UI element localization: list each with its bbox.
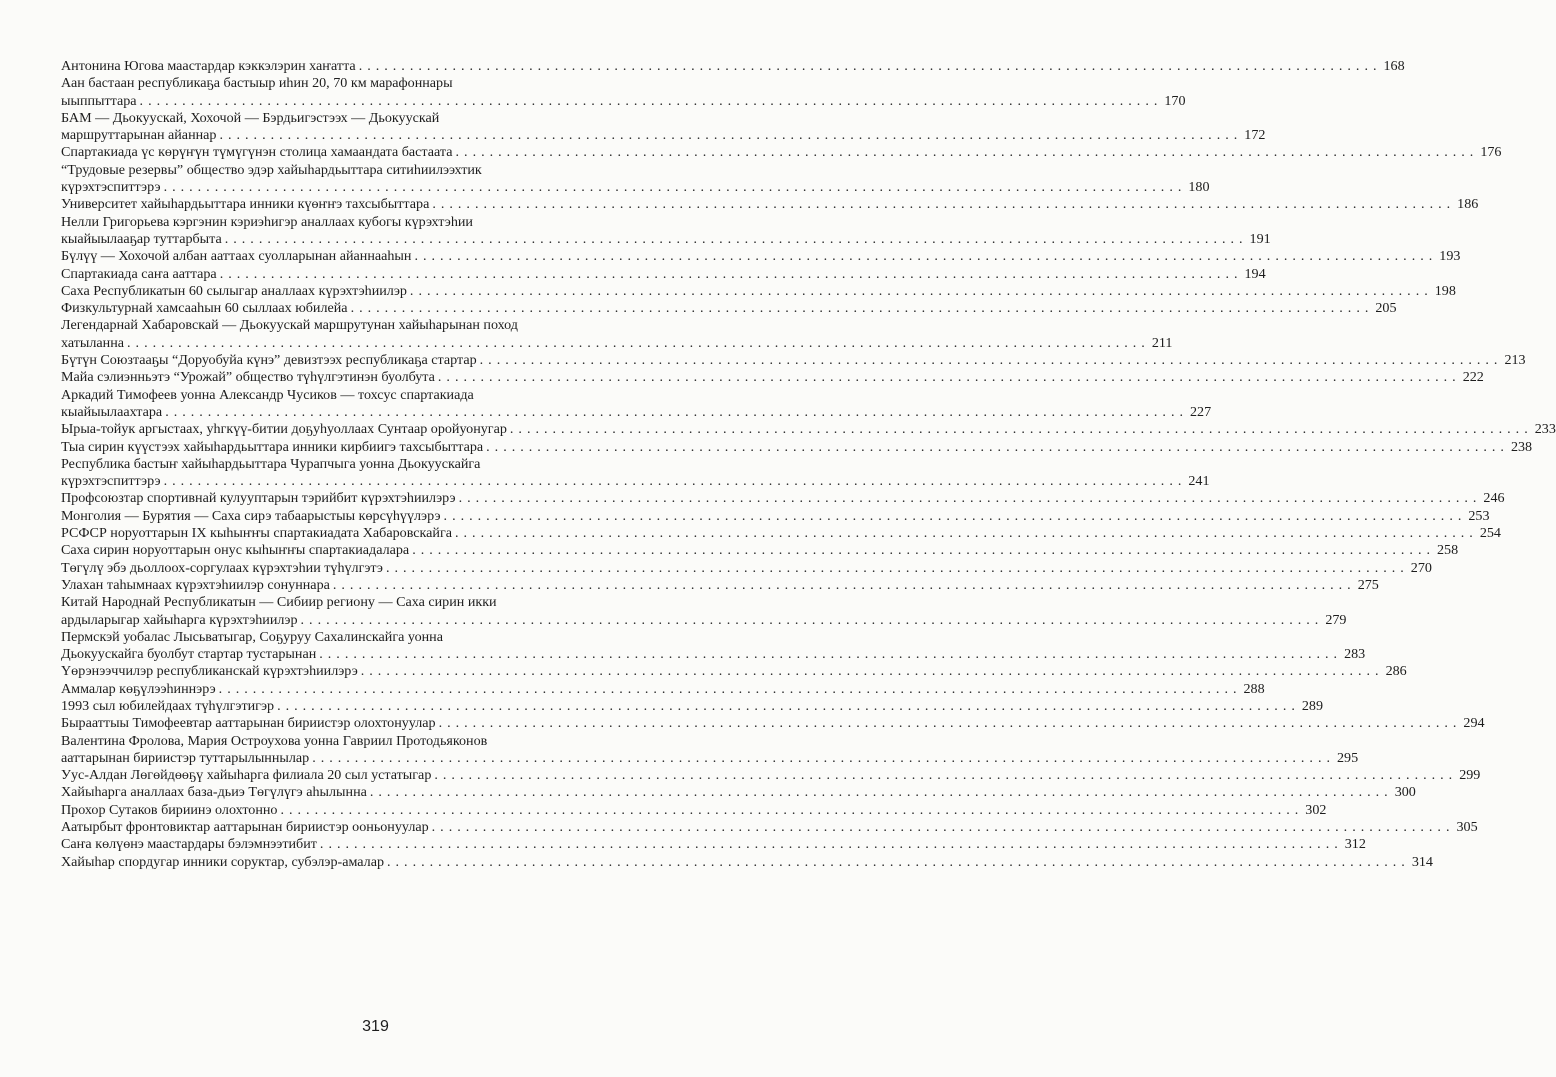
toc-entry-row [61, 819, 1478, 836]
dot-leader: ........................................................................................................................ [437, 369, 1461, 386]
toc-entry-page-number: 238 [1510, 438, 1533, 455]
toc-entry [61, 715, 1485, 732]
toc-entry-title-line: Бүтүн Союзтааҕы “Доруобуйа күнэ” девизтээх республикаҕа стартар [61, 352, 477, 369]
toc-entry [61, 369, 1484, 386]
dot-leader: ........................................................................................................................ [277, 697, 1300, 714]
toc-entry-row [61, 576, 1379, 594]
toc-entry-title-line: Аммалар көҕүлээһиннэрэ [61, 680, 216, 697]
toc-entry-page-number: 295 [1337, 749, 1359, 766]
table-of-contents [61, 58, 1556, 871]
toc-entry-page-number: 211 [1151, 334, 1173, 351]
toc-entry [61, 317, 1173, 352]
dot-leader: ........................................................................................................................ [218, 680, 1242, 697]
toc-entry [61, 161, 1210, 197]
toc-entry [61, 455, 1210, 491]
toc-entry-title-line: Монголия — Бурятия — Саха сирэ табаарыстыы көрсүһүүлэрэ [61, 507, 441, 524]
toc-entry-title-line: Уус-Алдан Лөгөйдөөҕү хайыһарга филиала 20 сыл устатыгар [61, 767, 432, 784]
dot-leader: ........................................................................................................................ [486, 438, 1509, 455]
toc-entry-title-line: Пермскэй уобалас Лысьватыгар, Соҕуруу Сахалинскайга уонна [61, 628, 443, 645]
toc-entry [61, 196, 1479, 213]
toc-entry-title-line: хатыланна [61, 334, 125, 351]
toc-entry [61, 75, 1186, 110]
toc-entry [61, 109, 1266, 145]
toc-entry-row [61, 680, 1265, 698]
toc-entry [61, 144, 1502, 161]
dot-leader: ........................................................................................................................ [432, 196, 1456, 213]
toc-entry [61, 784, 1416, 801]
dot-leader: ........................................................................................................................ [434, 767, 1458, 784]
toc-entry-row [61, 507, 1490, 525]
dot-leader: ........................................................................................................................ [360, 663, 1384, 680]
toc-entry-title-line: Валентина Фролова, Мария Остроухова уонна Гавриил Протодьяконов [61, 732, 488, 749]
toc-entry-title-line: Спартакиада саҥа ааттара [61, 265, 217, 282]
toc-entry-title-line: Дьокуускайга буолбут стартар тустарынан [61, 646, 317, 663]
toc-entry-row [61, 282, 1456, 300]
toc-entry-title-line: Бүлүү — Хохочой албан ааттаах суолларынан айаннааһын [61, 248, 412, 265]
dot-leader: ........................................................................................................................ [431, 819, 1455, 836]
dot-leader: ........................................................................................................................ [332, 576, 1356, 593]
toc-entry-title-line: Аан бастаан республикаҕа бастыыр иһин 20, 70 км марафоннары [61, 75, 453, 92]
toc-entry-page-number: 253 [1468, 507, 1490, 524]
toc-entry-row [61, 836, 1366, 853]
toc-entry-row [61, 663, 1407, 680]
dot-leader: ........................................................................................................................ [163, 179, 1187, 196]
toc-entry-page-number: 222 [1462, 369, 1484, 386]
toc-entry-title-line: Физкультурнай хамсааһын 60 сыллаах юбилейа [61, 300, 348, 317]
dot-leader: ........................................................................................................................ [509, 421, 1533, 438]
toc-entry-row [61, 144, 1502, 161]
toc-entry-row [61, 749, 1359, 767]
toc-entry [61, 352, 1526, 369]
toc-entry-title-line: РСФСР норуоттарын IX кыһыҥҥы спартакиадата Хабаровскайга [61, 525, 452, 542]
toc-entry-row [61, 92, 1186, 110]
toc-entry-page-number: 283 [1344, 646, 1366, 663]
toc-entry-title-line: күрэхтэспиттэрэ [61, 473, 161, 490]
toc-entry-page-number: 191 [1249, 230, 1271, 247]
dot-leader: ........................................................................................................................ [409, 282, 1433, 299]
toc-entry-page-number: 312 [1344, 836, 1366, 853]
dot-leader: ........................................................................................................................ [163, 473, 1187, 490]
toc-entry [61, 628, 1366, 664]
toc-entry [61, 507, 1490, 525]
toc-entry-page-number: 186 [1457, 196, 1479, 213]
toc-entry [61, 213, 1271, 249]
toc-entry-page-number: 233 [1534, 421, 1556, 438]
toc-entry-title-line: Үөрэнээччилэр республиканскай күрэхтэһиилэрэ [61, 663, 358, 680]
toc-entry-page-number: 289 [1301, 697, 1324, 714]
toc-entry-page-number: 254 [1479, 525, 1501, 542]
toc-entry-title-line: ардыларыгар хайыһарга күрэхтэһиилэр [61, 611, 298, 628]
toc-entry [61, 576, 1379, 594]
toc-entry-row [61, 525, 1501, 542]
dot-leader: ........................................................................................................................ [385, 559, 1409, 576]
dot-leader: ........................................................................................................................ [358, 58, 1382, 74]
toc-entry-row [61, 611, 1347, 629]
toc-entry-page-number: 279 [1325, 611, 1347, 628]
toc-entry-title-line: Улахан таһымнаах күрэхтэһиилэр сонуннара [61, 576, 330, 593]
dot-leader: ........................................................................................................................ [300, 611, 1324, 628]
dot-leader: ........................................................................................................................ [414, 248, 1438, 265]
toc-entry-row [61, 542, 1459, 559]
toc-entry-title-line: Тыа сирин күүстээх хайыһардьыттара инники кирбиигэ тахсыбыттара [61, 438, 484, 455]
toc-entry-page-number: 198 [1434, 282, 1456, 299]
dot-leader: ........................................................................................................................ [455, 525, 1478, 542]
toc-entry-title-line: ааттарынан бириистэр туттарылыннылар [61, 749, 310, 766]
toc-entry-row [61, 403, 1212, 421]
toc-entry-page-number: 286 [1385, 663, 1407, 680]
toc-entry-title-line: Саҥа көлүөнэ маастардары бэлэмнээтибит [61, 836, 317, 853]
toc-entry [61, 819, 1478, 836]
dot-leader: ........................................................................................................................ [438, 715, 1462, 732]
toc-entry [61, 853, 1433, 871]
toc-entry-title-line: Саха Республикатын 60 сылыгар аналлаах күрэхтэһиилэр [61, 282, 407, 299]
toc-entry-title-line: Аркадий Тимофеев уонна Александр Чусиков — тохсус спартакиада [61, 386, 474, 403]
toc-entry-row [61, 801, 1327, 819]
toc-entry-row [61, 559, 1432, 577]
toc-entry-title-line: ыыппыттара [61, 92, 137, 109]
dot-leader: ........................................................................................................................ [319, 836, 1343, 853]
toc-entry-row [61, 196, 1479, 213]
toc-entry-row [61, 853, 1433, 871]
toc-entry-page-number: 213 [1504, 352, 1526, 369]
dot-leader: ........................................................................................................................ [127, 334, 1150, 351]
toc-entry-page-number: 275 [1357, 576, 1379, 593]
dot-leader: ........................................................................................................................ [165, 403, 1188, 420]
dot-leader: ........................................................................................................................ [412, 542, 1435, 559]
toc-entry-title-line: Республика бастыҥ хайыһардьыттара Чурапчыга уонна Дьокуускайга [61, 455, 481, 472]
toc-entry [61, 732, 1359, 768]
dot-leader: ........................................................................................................................ [369, 784, 1393, 801]
toc-entry-row [61, 230, 1271, 248]
toc-entry-page-number: 258 [1437, 542, 1459, 559]
toc-entry-title-line: “Трудовые резервы” общество эдэр хайыһардьыттара ситиһиилээхтик [61, 161, 482, 178]
toc-entry [61, 697, 1324, 715]
toc-entry [61, 680, 1265, 698]
toc-entry-title-line: Легендарнай Хабаровскай — Дьокуускай маршрутунан хайыһарынан поход [61, 317, 518, 334]
toc-entry-page-number: 294 [1463, 715, 1485, 732]
toc-entry-row [61, 352, 1526, 369]
toc-entry-page-number: 180 [1188, 179, 1210, 196]
toc-entry-title-line: күрэхтэспиттэрэ [61, 179, 161, 196]
toc-entry [61, 542, 1459, 559]
toc-entry-row [61, 300, 1397, 317]
toc-entry-page-number: 227 [1190, 403, 1212, 420]
toc-entry-page-number: 270 [1410, 559, 1432, 576]
dot-leader: ........................................................................................................................ [387, 853, 1410, 870]
toc-entry [61, 300, 1397, 317]
toc-entry-title-line: Спартакиада үс көрүҥүн түмүгүнэн столица хамаандата бастаата [61, 144, 453, 161]
toc-entry-title-line: маршруттарынан айаннар [61, 127, 217, 144]
toc-entry [61, 490, 1505, 507]
dot-leader: ........................................................................................................................ [458, 490, 1482, 507]
toc-entry-page-number: 176 [1480, 144, 1502, 161]
toc-entry [61, 421, 1556, 438]
toc-entry [61, 282, 1456, 300]
toc-entry-title-line: кыайыылаахтара [61, 403, 163, 420]
toc-entry-title-line: Майа сэлиэнньэтэ “Урожай” общество түһүлгэтинэн буолбута [61, 369, 435, 386]
toc-entry-title-line: Төгүлү эбэ дьоллоох-соргулаах күрэхтэһии түһүлгэтэ [61, 559, 383, 576]
toc-entry-title-line: Хайыһар спордугар инники соруктар, субэлэр-амалар [61, 853, 384, 870]
dot-leader: ........................................................................................................................ [455, 144, 1479, 161]
toc-entry-title-line: Нелли Григорьева кэргэнин кэриэһигэр аналлаах кубогы күрэхтэһии [61, 213, 473, 230]
toc-entry [61, 767, 1481, 784]
toc-entry-page-number: 241 [1188, 473, 1210, 490]
toc-entry-row [61, 473, 1210, 490]
dot-leader: ........................................................................................................................ [312, 749, 1335, 766]
dot-leader: ........................................................................................................................ [479, 352, 1503, 369]
toc-entry [61, 836, 1366, 853]
toc-entry-title-line: Прохор Сутаков бириинэ олохтонно [61, 801, 278, 818]
toc-entry-title-line: Антонина Югова маастардар кэккэлэрин хаҥатта [61, 58, 356, 74]
toc-entry-title-line: Хайыһарга аналлаах база-дьиэ Төгүлүгэ аһылынна [61, 784, 367, 801]
toc-entry-page-number: 299 [1459, 767, 1481, 784]
toc-entry-row [61, 421, 1556, 438]
toc-entry-row [61, 334, 1173, 352]
toc-entry-page-number: 288 [1243, 680, 1265, 697]
toc-entry [61, 663, 1407, 680]
toc-entry-page-number: 300 [1394, 784, 1416, 801]
dot-leader: ........................................................................................................................ [443, 507, 1467, 524]
dot-leader: ........................................................................................................................ [219, 127, 1243, 144]
toc-entry [61, 801, 1327, 819]
toc-entry-row [61, 369, 1484, 386]
toc-entry-page-number: 305 [1456, 819, 1478, 836]
toc-entry-row [61, 179, 1210, 196]
toc-entry-row [61, 697, 1324, 715]
toc-entry [61, 58, 1405, 75]
toc-entry-title-line: 1993 сыл юбилейдаах түһүлгэтигэр [61, 697, 275, 714]
toc-entry-title-line: Бырааттыы Тимофеевтар ааттарынан бириистэр олохтонуулар [61, 715, 436, 732]
toc-entry-row [61, 265, 1266, 283]
toc-entry-page-number: 194 [1244, 265, 1266, 282]
toc-entry-page-number: 172 [1244, 127, 1266, 144]
toc-entry-row [61, 715, 1485, 732]
toc-entry [61, 559, 1432, 577]
toc-entry-row [61, 490, 1505, 507]
toc-entry-title-line: Саха сирин норуоттарын онус кыһыҥҥы спартакиадалара [61, 542, 410, 559]
toc-entry [61, 594, 1347, 629]
toc-entry-title-line: Университет хайыһардьыттара инники күөҥҥэ тахсыбыттара [61, 196, 430, 213]
dot-leader: ........................................................................................................................ [139, 92, 1163, 109]
dot-leader: ........................................................................................................................ [224, 230, 1248, 247]
toc-entry-title-line: Китай Народнай Республикатын — Сибиир региону — Саха сирин икки [61, 594, 497, 611]
toc-entry-page-number: 302 [1305, 801, 1327, 818]
toc-entry-page-number: 246 [1483, 490, 1505, 507]
toc-entry-page-number: 205 [1375, 300, 1397, 317]
toc-entry [61, 265, 1266, 283]
toc-entry-page-number: 314 [1411, 853, 1433, 870]
toc-entry-row [61, 784, 1416, 801]
toc-entry-title-line: Ырыа-тойук аргыстаах, уһгкүү-битии доҕуһуоллаах Сунтаар оройуонугар [61, 421, 507, 438]
toc-entry [61, 248, 1461, 265]
toc-entry-row [61, 767, 1481, 784]
toc-entry-row [61, 646, 1366, 663]
toc-entry-title-line: Аатырбыт фронтовиктар ааттарынан бириистэр ооньонуулар [61, 819, 429, 836]
toc-entry [61, 525, 1501, 542]
page-number: 319 [362, 1018, 389, 1035]
toc-entry-row [61, 248, 1461, 265]
toc-entry-row [61, 127, 1266, 144]
toc-entry-row [61, 58, 1405, 75]
toc-entry [61, 386, 1212, 422]
toc-entry-title-line: кыайыылааҕар туттарбыта [61, 230, 222, 247]
dot-leader: ........................................................................................................................ [280, 801, 1304, 818]
toc-entry-row [61, 438, 1533, 456]
dot-leader: ........................................................................................................................ [319, 646, 1343, 663]
toc-entry-page-number: 193 [1439, 248, 1461, 265]
toc-entry-title-line: Профсоюзтар спортивнай кулууптарын тэрийбит күрэхтэһиилэрэ [61, 490, 456, 507]
toc-entry [61, 438, 1533, 456]
toc-entry-title-line: БАМ — Дьокуускай, Хохочой — Бэрдьигэстээх — Дьокуускай [61, 109, 440, 126]
dot-leader: ........................................................................................................................ [219, 265, 1243, 282]
toc-entry-page-number: 168 [1383, 58, 1405, 74]
dot-leader: ........................................................................................................................ [350, 300, 1374, 317]
toc-entry-page-number: 170 [1164, 92, 1186, 109]
